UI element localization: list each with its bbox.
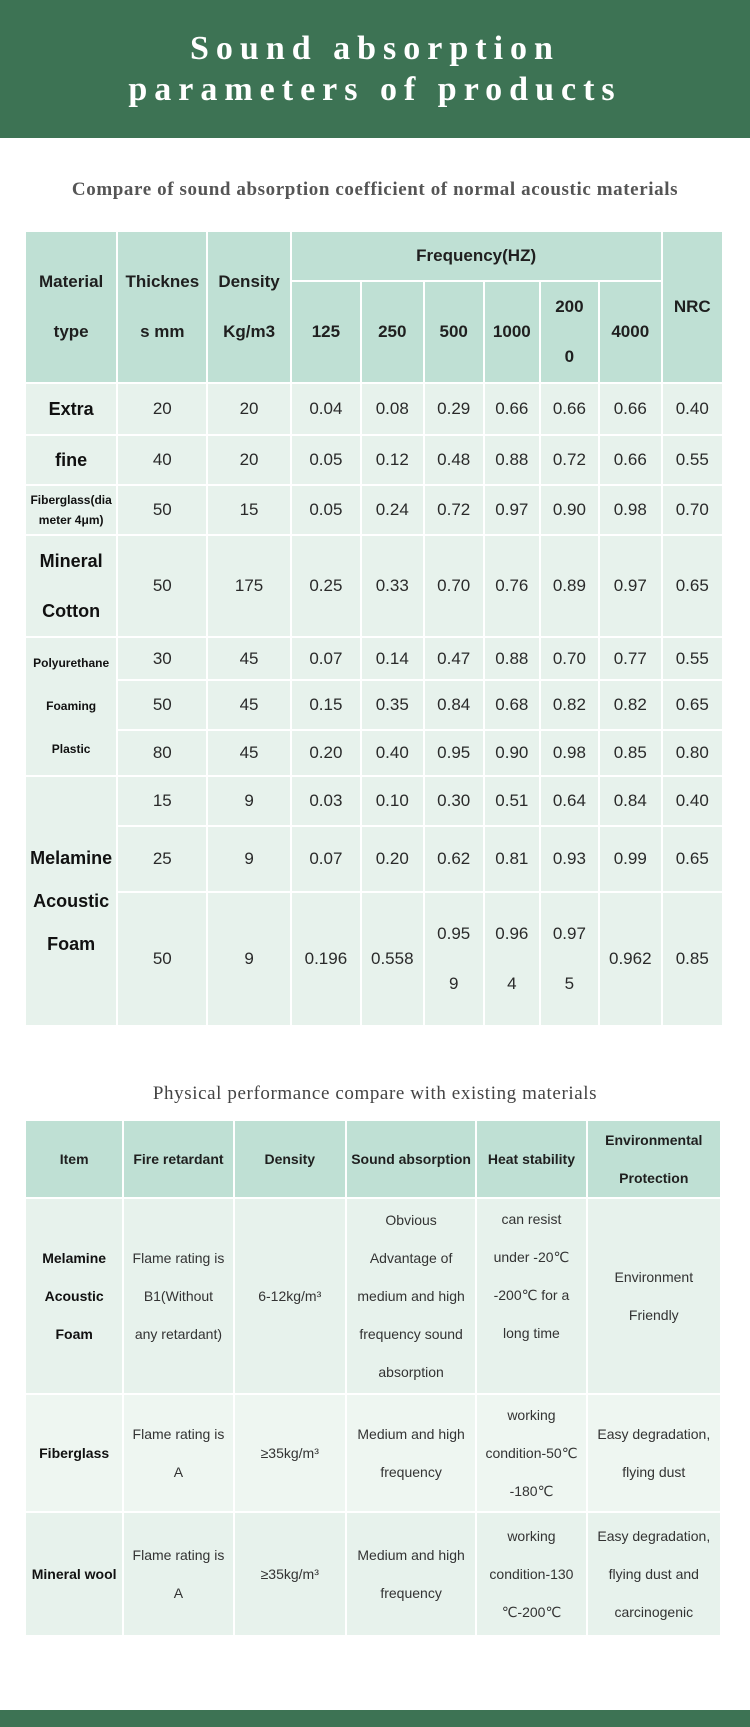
cell-line: A — [173, 1585, 184, 1601]
cell-density: 20 — [208, 384, 289, 434]
cell-f125: 0.20 — [292, 731, 360, 775]
cell-density: 15 — [208, 486, 289, 534]
header-nrc: NRC — [663, 232, 722, 382]
material-cell-extra-fine-fiberglass-cont — [26, 486, 116, 534]
cell-thickness: 50 — [118, 681, 206, 729]
cell-density: 45 — [208, 638, 289, 679]
cell-f125: 0.05 — [292, 486, 360, 534]
cell-line: frequency — [380, 1585, 442, 1601]
cell-f500: 0.72 — [425, 486, 483, 534]
cell-line: Flame rating is — [132, 1426, 225, 1442]
cell-fire-retardant — [124, 1513, 232, 1635]
cell-thickness: 40 — [118, 436, 206, 484]
cell-f2000: 0.64 — [541, 777, 598, 825]
cell-f250: 0.14 — [362, 638, 423, 679]
cell-f250: 0.10 — [362, 777, 423, 825]
cell-line: medium and high — [357, 1288, 465, 1304]
material-label-line: Foaming — [46, 699, 97, 713]
cell-line: can resist — [501, 1211, 562, 1227]
material-label-line: Melamine — [30, 847, 113, 868]
cell-item — [26, 1395, 122, 1511]
cell-density: ≥35kg/m³ — [235, 1395, 345, 1511]
header-environmental-protection — [588, 1121, 720, 1197]
cell-f500-line: 9 — [448, 974, 459, 993]
cell-line: Medium and high — [357, 1426, 465, 1442]
cell-f125: 0.03 — [292, 777, 360, 825]
cell-line: Flame rating is — [132, 1547, 225, 1563]
cell-f4000: 0.85 — [600, 731, 661, 775]
cell-line: condition-50℃ — [485, 1445, 578, 1461]
cell-line: Melamine — [42, 1250, 107, 1266]
cell-thickness: 15 — [118, 777, 206, 825]
cell-line: frequency — [380, 1464, 442, 1480]
material-label-line: Polyurethane — [33, 656, 110, 670]
cell-f1000: 0.88 — [485, 436, 539, 484]
cell-sound-absorption — [347, 1199, 475, 1393]
material-label-line: Foam — [47, 933, 96, 954]
cell-f1000: 0.90 — [485, 731, 539, 775]
material-cell-polyurethane-foaming-plastic — [26, 638, 116, 775]
table2-title: Physical performance compare with existing materials — [152, 1083, 598, 1104]
header-heat-stability: Heat stability — [477, 1121, 585, 1197]
cell-line: absorption — [378, 1364, 444, 1380]
cell-f2000: 0.93 — [541, 827, 598, 891]
material-label-line: Mineral — [39, 551, 103, 571]
cell-thickness: 20 — [118, 384, 206, 434]
cell-f4000: 0.84 — [600, 777, 661, 825]
table-row — [26, 638, 722, 679]
cell-heat-stability — [477, 1395, 585, 1511]
material-label-line: Cotton — [42, 601, 101, 621]
cell-thickness: 80 — [118, 731, 206, 775]
cell-f500: 0.84 — [425, 681, 483, 729]
cell-f125: 0.25 — [292, 536, 360, 636]
table-row — [26, 536, 722, 636]
cell-density: 175 — [208, 536, 289, 636]
cell-sound-absorption — [347, 1395, 475, 1511]
cell-density: 9 — [208, 777, 289, 825]
cell-density: 20 — [208, 436, 289, 484]
cell-line: Fiberglass — [39, 1445, 110, 1461]
cell-f2000: 0.82 — [541, 681, 598, 729]
cell-line: Advantage of — [369, 1250, 453, 1266]
cell-f4000: 0.962 — [600, 893, 661, 1025]
cell-nrc: 0.55 — [663, 436, 722, 484]
material-cell-mineral-cotton — [26, 536, 116, 636]
cell-fire-retardant — [124, 1199, 232, 1393]
cell-f500: 0.70 — [425, 536, 483, 636]
header-f2000-line-1: 200 — [555, 297, 584, 316]
cell-f125: 0.05 — [292, 436, 360, 484]
cell-line: Flame rating is — [132, 1250, 225, 1266]
cell-f2000: 0.89 — [541, 536, 598, 636]
cell-f125: 0.07 — [292, 638, 360, 679]
cell-line: any retardant) — [134, 1326, 223, 1342]
header-f1000: 1000 — [485, 282, 539, 382]
cell-line: Environment — [614, 1269, 694, 1285]
cell-f2000: 0.90 — [541, 486, 598, 534]
cell-line: Easy degradation, — [597, 1426, 711, 1442]
cell-item — [26, 1513, 122, 1635]
cell-f500-line: 0.95 — [437, 924, 471, 943]
cell-f1000: 0.51 — [485, 777, 539, 825]
cell-f2000: 0.98 — [541, 731, 598, 775]
cell-thickness: 25 — [118, 827, 206, 891]
cell-nrc: 0.80 — [663, 731, 722, 775]
cell-density: 6-12kg/m³ — [235, 1199, 345, 1393]
header-f2000 — [541, 282, 598, 382]
cell-f250: 0.558 — [362, 893, 423, 1025]
cell-nrc: 0.65 — [663, 536, 722, 636]
table-row — [26, 486, 722, 534]
cell-f250: 0.08 — [362, 384, 423, 434]
cell-f4000: 0.97 — [600, 536, 661, 636]
table-row — [26, 777, 722, 825]
material-cell-extra-fine-fiberglass — [26, 384, 116, 434]
table-row — [26, 436, 722, 484]
cell-f1000: 0.81 — [485, 827, 539, 891]
cell-line: ℃-200℃ — [501, 1604, 562, 1620]
header-env-line-2: Protection — [619, 1170, 689, 1186]
table-row — [26, 681, 722, 729]
cell-f1000: 0.68 — [485, 681, 539, 729]
cell-line: frequency sound — [359, 1326, 463, 1342]
header-density: Density — [235, 1121, 345, 1197]
header-f2000-line-2: 0 — [564, 347, 575, 366]
header-thickness-line-1: Thicknes — [125, 272, 200, 291]
header-sound-absorption: Sound absorption — [347, 1121, 475, 1197]
cell-environmental-protection — [588, 1395, 720, 1511]
header-f250: 250 — [362, 282, 423, 382]
cell-f1000-line: 4 — [507, 974, 517, 993]
header-f500: 500 — [425, 282, 483, 382]
material-label-line: fine — [55, 449, 88, 470]
cell-f2000 — [541, 893, 598, 1025]
absorption-coefficient-table — [24, 230, 724, 1027]
cell-density: 45 — [208, 681, 289, 729]
header-f125: 125 — [292, 282, 360, 382]
cell-f250: 0.24 — [362, 486, 423, 534]
cell-line: Medium and high — [357, 1547, 465, 1563]
cell-nrc: 0.85 — [663, 893, 722, 1025]
cell-nrc: 0.65 — [663, 827, 722, 891]
cell-f125: 0.196 — [292, 893, 360, 1025]
cell-line: -180℃ — [509, 1483, 554, 1499]
cell-line: carcinogenic — [614, 1604, 694, 1620]
header-f4000: 4000 — [600, 282, 661, 382]
cell-f250: 0.12 — [362, 436, 423, 484]
physical-performance-table — [24, 1119, 722, 1637]
cell-line: Acoustic — [44, 1288, 104, 1304]
material-cell-extra-fine-fiberglass-cont — [26, 436, 116, 484]
cell-thickness: 50 — [118, 486, 206, 534]
banner-title-line-1: Sound absorption — [190, 30, 560, 67]
cell-f125: 0.04 — [292, 384, 360, 434]
table-row — [26, 731, 722, 775]
cell-f500: 0.95 — [425, 731, 483, 775]
cell-density: 45 — [208, 731, 289, 775]
cell-f1000: 0.66 — [485, 384, 539, 434]
cell-nrc: 0.55 — [663, 638, 722, 679]
cell-f1000: 0.76 — [485, 536, 539, 636]
table1-title: Compare of sound absorption coefficient of normal acoustic materials — [71, 179, 679, 200]
header-fire-retardant: Fire retardant — [124, 1121, 232, 1197]
cell-f4000: 0.82 — [600, 681, 661, 729]
header-material-line-1: Material — [39, 272, 104, 291]
header-density-line-2: Kg/m3 — [223, 322, 276, 341]
table-row — [26, 1199, 720, 1393]
cell-line: flying dust and — [608, 1566, 699, 1582]
material-label-line: Extra — [48, 399, 94, 419]
cell-density: 9 — [208, 827, 289, 891]
banner-title-line-2: parameters of products — [128, 71, 622, 108]
cell-nrc: 0.40 — [663, 384, 722, 434]
material-label-line: meter 4μm) — [38, 513, 104, 527]
bottom-bar — [0, 1710, 750, 1727]
cell-environmental-protection — [588, 1199, 720, 1393]
cell-f250: 0.20 — [362, 827, 423, 891]
cell-f500: 0.29 — [425, 384, 483, 434]
header-density — [208, 232, 289, 382]
cell-line: under -20℃ — [493, 1249, 570, 1265]
cell-line: working — [507, 1407, 556, 1423]
header-material-type — [26, 232, 116, 382]
table-row — [26, 384, 722, 434]
cell-line: condition-130 — [489, 1566, 574, 1582]
cell-heat-stability — [477, 1513, 585, 1635]
material-label-line: Fiberglass(dia — [30, 493, 112, 507]
cell-f2000: 0.66 — [541, 384, 598, 434]
cell-f2000: 0.70 — [541, 638, 598, 679]
cell-line: A — [173, 1464, 184, 1480]
cell-f2000-line: 5 — [564, 974, 575, 993]
cell-f2000-line: 0.97 — [552, 924, 586, 943]
cell-f4000: 0.66 — [600, 436, 661, 484]
cell-line: Easy degradation, — [597, 1528, 711, 1544]
cell-f500: 0.62 — [425, 827, 483, 891]
cell-item — [26, 1199, 122, 1393]
table-row — [26, 1513, 720, 1635]
header-frequency: Frequency(HZ) — [292, 232, 661, 280]
material-label-line: Plastic — [51, 742, 91, 756]
cell-nrc: 0.70 — [663, 486, 722, 534]
cell-f4000: 0.98 — [600, 486, 661, 534]
cell-nrc: 0.65 — [663, 681, 722, 729]
cell-f500 — [425, 893, 483, 1025]
cell-f4000: 0.66 — [600, 384, 661, 434]
cell-f4000: 0.99 — [600, 827, 661, 891]
cell-f4000: 0.77 — [600, 638, 661, 679]
cell-nrc: 0.40 — [663, 777, 722, 825]
header-material-line-2: type — [53, 322, 89, 341]
cell-f1000: 0.88 — [485, 638, 539, 679]
cell-environmental-protection — [588, 1513, 720, 1635]
cell-line: B1(Without — [143, 1288, 214, 1304]
header-item: Item — [26, 1121, 122, 1197]
cell-line: Friendly — [628, 1307, 679, 1323]
cell-f250: 0.40 — [362, 731, 423, 775]
material-label-line: Acoustic — [33, 890, 110, 911]
cell-f1000: 0.97 — [485, 486, 539, 534]
cell-fire-retardant — [124, 1395, 232, 1511]
page-banner — [0, 0, 750, 138]
table-row — [26, 827, 722, 891]
cell-f1000-line: 0.96 — [495, 924, 529, 943]
cell-line: working — [507, 1528, 556, 1544]
cell-line: -200℃ for a — [493, 1287, 570, 1303]
cell-f125: 0.15 — [292, 681, 360, 729]
cell-thickness: 50 — [118, 536, 206, 636]
cell-f500: 0.47 — [425, 638, 483, 679]
header-density-line-1: Density — [218, 272, 280, 291]
cell-line: flying dust — [622, 1464, 686, 1480]
cell-line: long time — [503, 1325, 560, 1341]
cell-density: 9 — [208, 893, 289, 1025]
cell-f500: 0.30 — [425, 777, 483, 825]
cell-f250: 0.35 — [362, 681, 423, 729]
header-thickness-line-2: s mm — [140, 322, 185, 341]
cell-heat-stability — [477, 1199, 585, 1393]
cell-thickness: 30 — [118, 638, 206, 679]
cell-line: Mineral wool — [31, 1566, 117, 1582]
table-row — [26, 1395, 720, 1511]
cell-f500: 0.48 — [425, 436, 483, 484]
cell-line: Obvious — [385, 1212, 437, 1228]
cell-density: ≥35kg/m³ — [235, 1513, 345, 1635]
cell-thickness: 50 — [118, 893, 206, 1025]
cell-line: Foam — [55, 1326, 93, 1342]
cell-f125: 0.07 — [292, 827, 360, 891]
cell-f1000 — [485, 893, 539, 1025]
table-row — [26, 893, 722, 1025]
cell-f2000: 0.72 — [541, 436, 598, 484]
cell-sound-absorption — [347, 1513, 475, 1635]
header-env-line-1: Environmental — [605, 1132, 703, 1148]
material-cell-melamine-acoustic-foam — [26, 777, 116, 1025]
header-thickness — [118, 232, 206, 382]
cell-f250: 0.33 — [362, 536, 423, 636]
